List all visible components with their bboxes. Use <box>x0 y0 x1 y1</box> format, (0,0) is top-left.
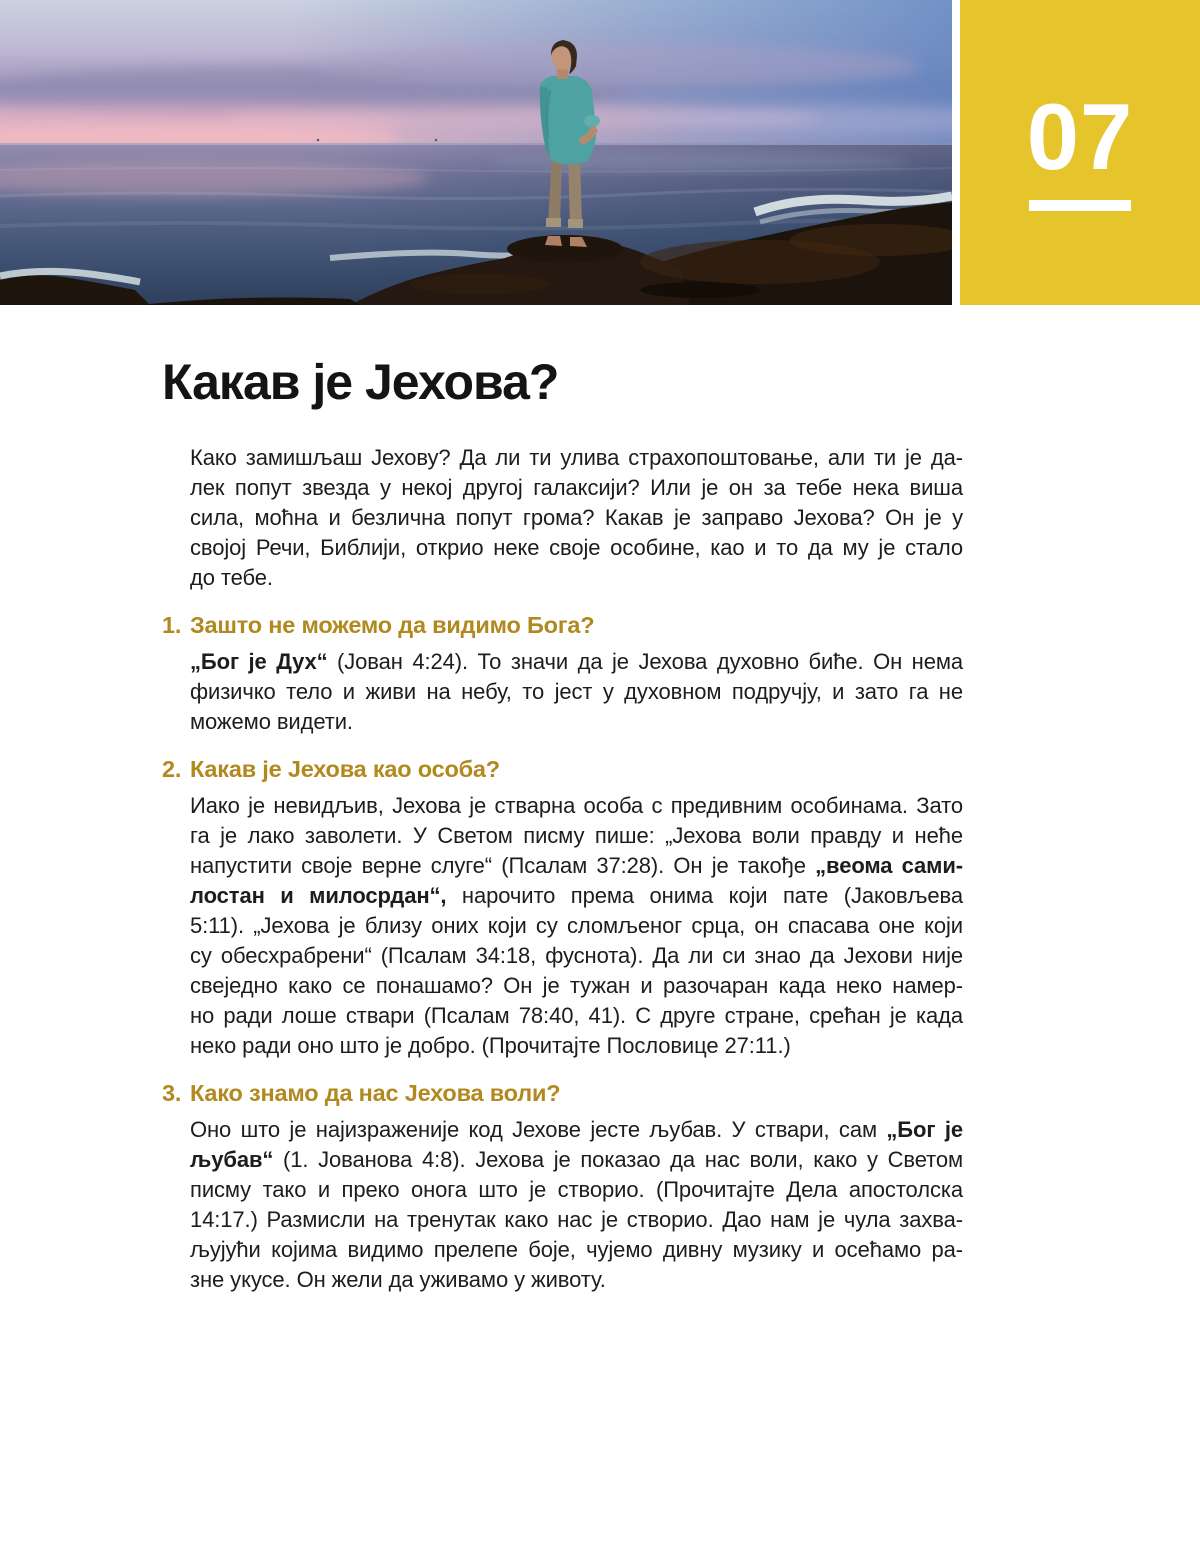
text: (1. Јованова 4:8). Јехова је показао да нас воли, како у Светом <box>273 1147 963 1172</box>
lesson-section <box>0 1078 1200 1295</box>
text-line <box>190 1115 963 1145</box>
lesson-number-badge <box>960 0 1200 305</box>
text: физичко тело и живи на небу, то јест у духовном подручју, и зато га не <box>190 679 963 704</box>
text: Иако је невидљив, Јехова је стварна особа с предивним особинама. Зато <box>190 793 963 818</box>
sky <box>0 0 952 153</box>
bold-text: лостан и милосрдан“, <box>190 883 447 908</box>
text: лек попут звезда у некој другој галаксији? Или је он за тебе нека виша <box>190 475 963 500</box>
text: можемо видети. <box>190 709 353 734</box>
text-line <box>190 1145 963 1175</box>
text: напустити своје верне слуге“ (Псалам 37:28). Он је такође <box>190 853 816 878</box>
text-line <box>190 881 963 911</box>
text: свеједно како се понашамо? Он је тужан и разочаран када неко намер- <box>190 973 963 998</box>
lesson-section <box>0 754 1200 1061</box>
text: су обесхрабрени“ (Псалам 34:18, фуснота). Да ли си знао да Јехови није <box>190 943 963 968</box>
text-line <box>190 971 963 1001</box>
section-number: 2. <box>162 756 182 782</box>
text-line <box>190 473 963 503</box>
bold-text: „веома сами- <box>815 853 963 878</box>
text-line <box>190 1031 963 1061</box>
section-title: Зашто не можемо да видимо Бога? <box>190 612 595 638</box>
text: својој Речи, Библији, открио неке своје особине, као и то да му је стало <box>190 535 963 560</box>
bold-text: „Бог је <box>886 1117 963 1142</box>
text-line <box>190 503 963 533</box>
text-line <box>190 647 963 677</box>
text-line <box>190 677 963 707</box>
text: зне укусе. Он жели да уживамо у животу. <box>190 1267 606 1292</box>
text-line <box>190 821 963 851</box>
text-line <box>190 1175 963 1205</box>
section-number: 3. <box>162 1080 182 1106</box>
text-line <box>190 563 963 593</box>
article <box>0 305 1200 1295</box>
section-number: 1. <box>162 612 182 638</box>
lesson-number-underline <box>1029 200 1131 211</box>
text: 14:17.) Размисли на тренутак како нас је створио. Дао нам је чула захва- <box>190 1207 963 1232</box>
section-paragraph <box>190 791 963 1061</box>
section-heading <box>162 1078 1200 1108</box>
hero <box>0 0 1200 305</box>
text: сила, моћна и безлична попут грома? Какав је заправо Јехова? Он је у <box>190 505 963 530</box>
text: (Јован 4:24). То значи да је Јехова духовно биће. Он нема <box>327 649 964 674</box>
sections-container <box>0 610 1200 1295</box>
bold-text: „Бог је Дух“ <box>190 649 328 674</box>
text-line <box>190 851 963 881</box>
text-line <box>190 1001 963 1031</box>
lesson-number: 07 <box>1026 84 1134 189</box>
text-line <box>190 911 963 941</box>
hero-photo <box>0 0 952 305</box>
bold-text: љубав“ <box>190 1147 274 1172</box>
section-title: Како знамо да нас Јехова воли? <box>190 1080 561 1106</box>
text: но ради лоше ствари (Псалам 78:40, 41). С друге стране, срећан је када <box>190 1003 963 1028</box>
section-paragraph <box>190 647 963 737</box>
text-line <box>190 533 963 563</box>
text: га је лако заволети. У Светом писму пише: „Јехова воли правду и неће <box>190 823 963 848</box>
text-line <box>190 1235 963 1265</box>
text: Како замишљаш Јехову? Да ли ти улива страхопоштовање, али ти је да- <box>190 445 963 470</box>
lesson-section <box>0 610 1200 737</box>
text-line <box>190 791 963 821</box>
text-line <box>190 443 963 473</box>
section-title: Какав је Јехова као особа? <box>190 756 500 782</box>
text: 5:11). „Јехова је близу оних који су сломљеног срца, он спасава оне који <box>190 913 963 938</box>
text: нарочито према онима који пате (Јаковљева <box>446 883 963 908</box>
text: писму тако и преко онога што је створио. (Прочитајте Дела апостолска <box>190 1177 963 1202</box>
page-title: Какав је Јехова? <box>162 354 559 410</box>
text-line <box>190 941 963 971</box>
section-heading <box>162 610 1200 640</box>
text: неко ради оно што је добро. (Прочитајте Пословице 27:11.) <box>190 1033 791 1058</box>
section-heading <box>162 754 1200 784</box>
text: Оно што је најизраженије код Јехове јесте љубав. У ствари, сам <box>190 1117 887 1142</box>
intro-paragraph <box>190 443 963 593</box>
sea-dusk-photo <box>0 0 952 305</box>
text-line <box>190 1265 963 1295</box>
section-paragraph <box>190 1115 963 1295</box>
text-line <box>190 1205 963 1235</box>
text: до тебе. <box>190 565 273 590</box>
text-line <box>190 707 963 737</box>
text: љујући којима видимо прелепе боје, чујемо дивну музику и осећамо ра- <box>190 1237 963 1262</box>
